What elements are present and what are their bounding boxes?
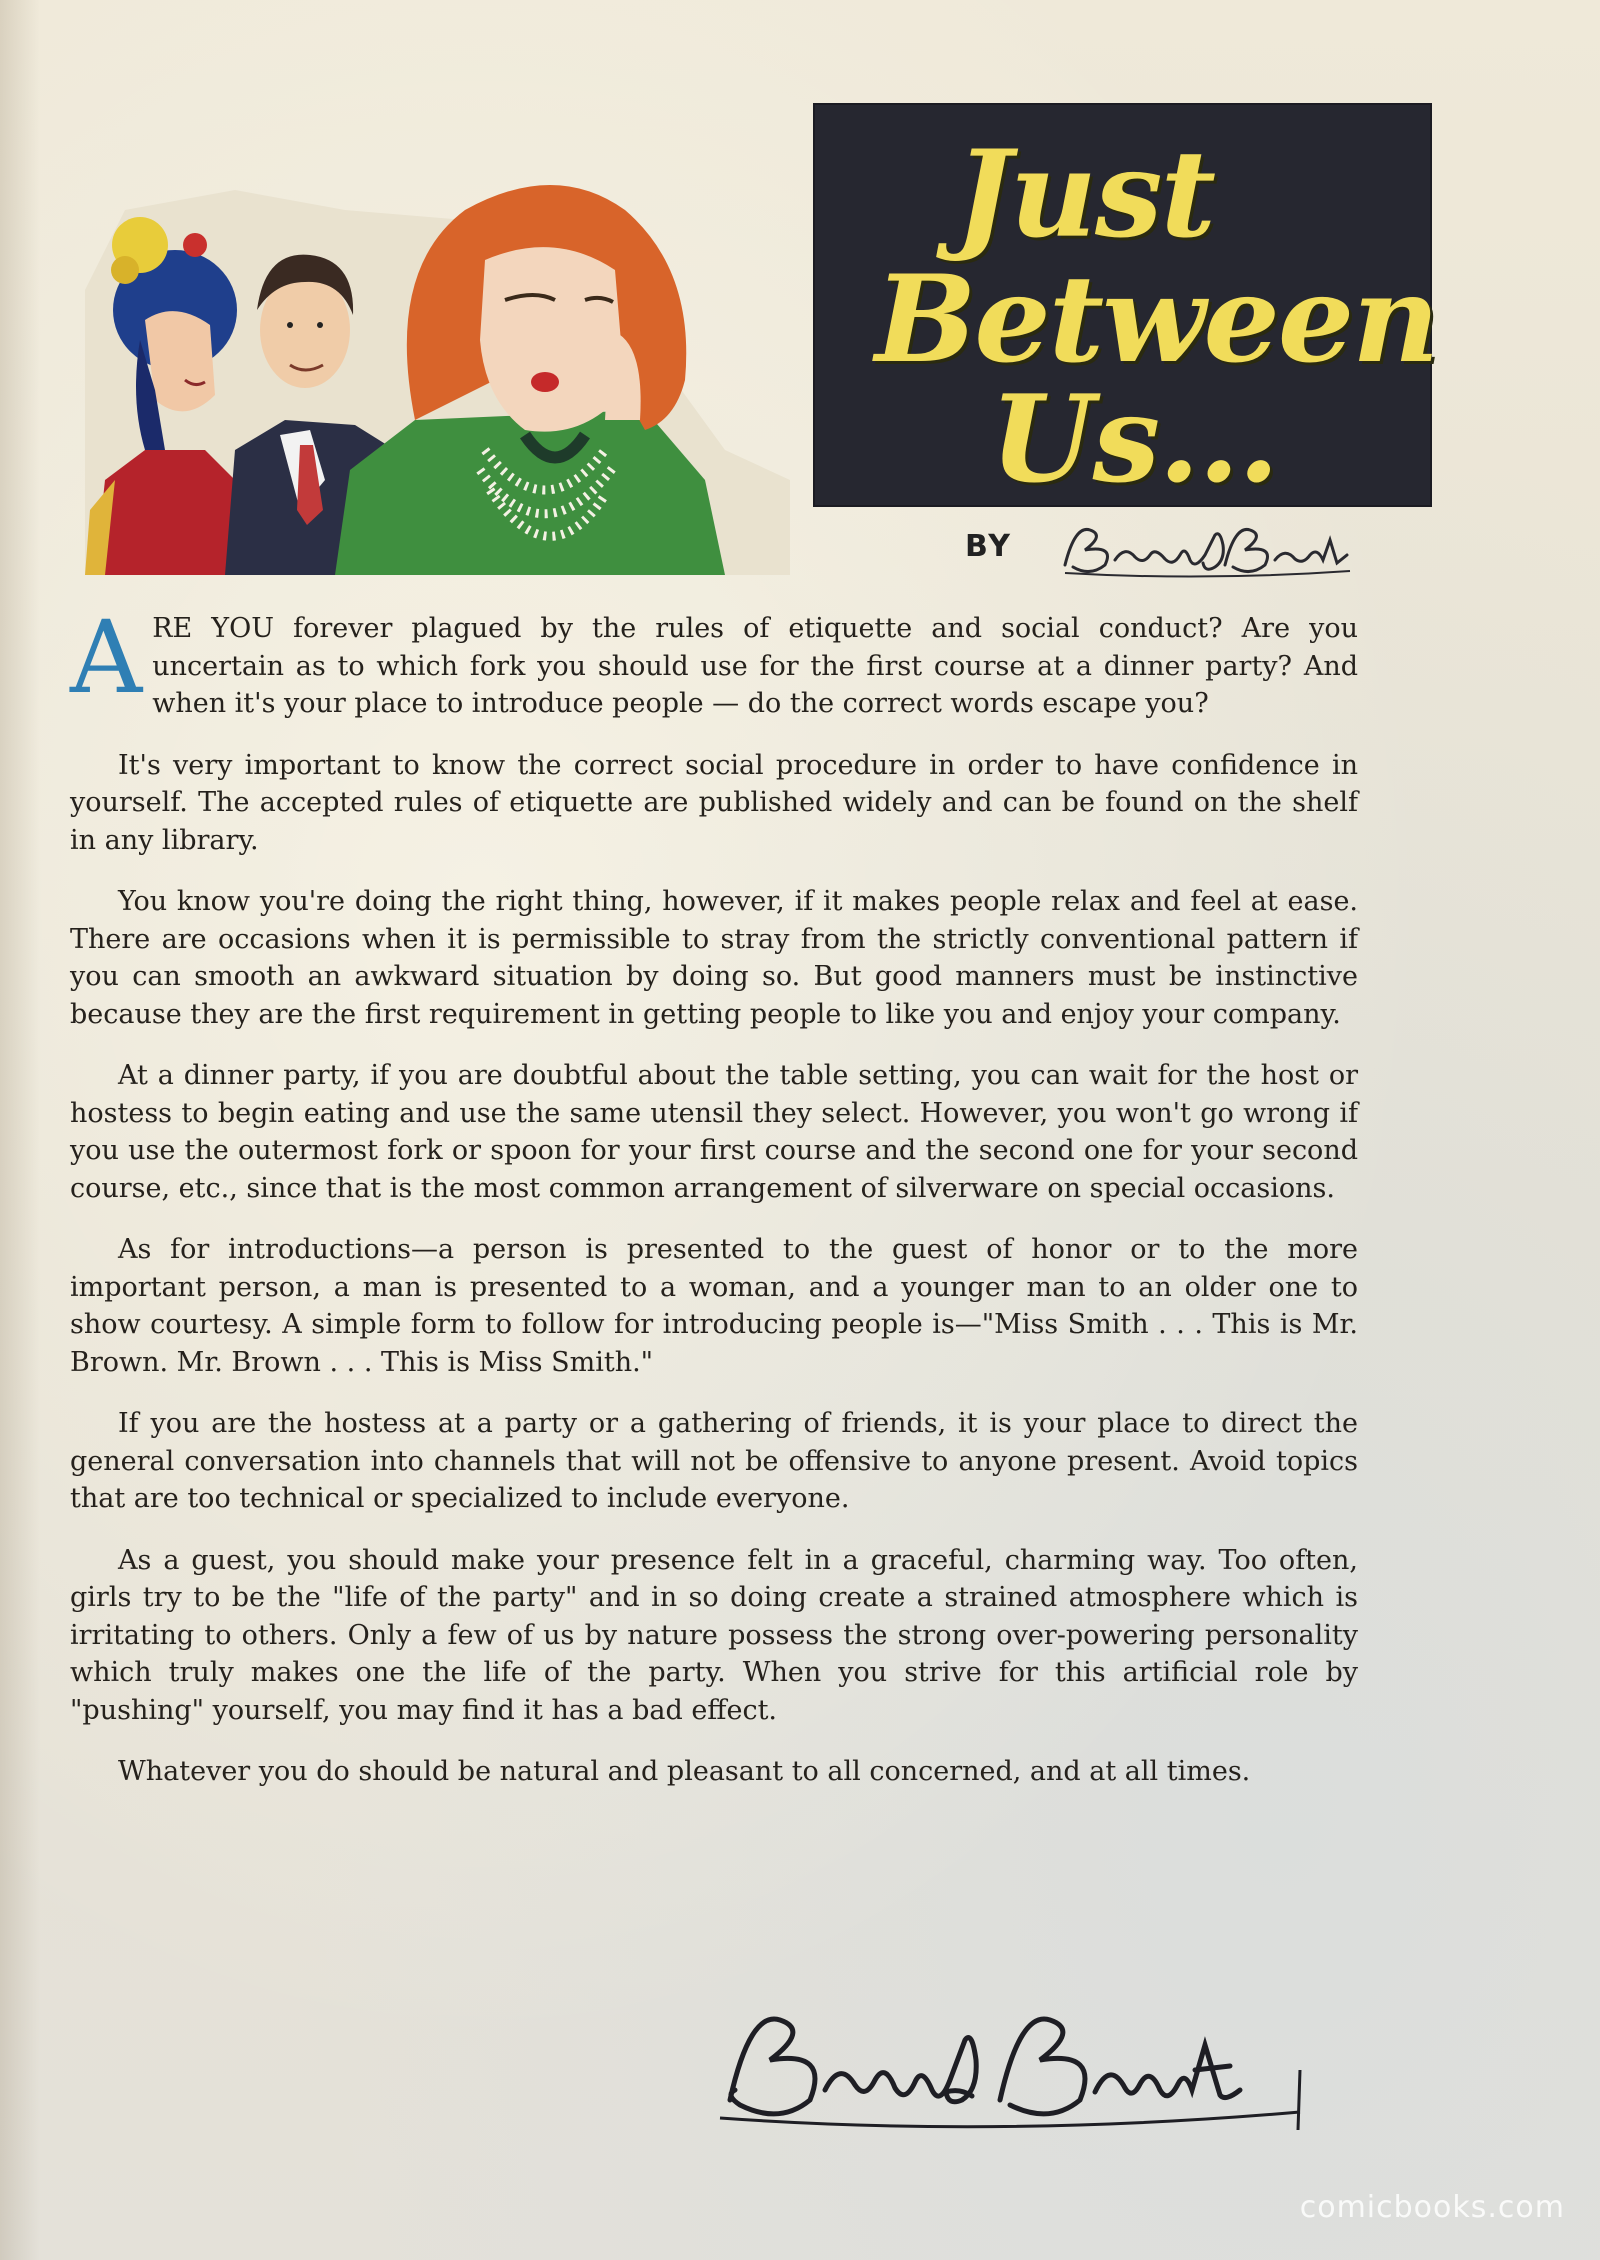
article-paragraph-1: [70, 599, 1358, 723]
article-paragraph-3: You know you're doing the right thing, however, if it makes people relax and feel at ease. There are occasions when it is permissible to stray from the strictly conventional pattern if you can smooth an awkward situation by doing so. But good manners must be instinctive because they are the first requirement in getting people to like you and enjoy your company.: [70, 886, 1358, 1030]
byline-label: BY: [965, 529, 1012, 564]
page-edge-shadow: [0, 0, 40, 2260]
article-paragraph-7: As a guest, you should make your presence felt in a graceful, charming way. Too often, girls try to be the "life of the party" and in so doing create a strained atmosphere which is irritating to others. Only a few of us by nature possess the strong over-powering personality which truly makes one the life of the party. When you strive for this artificial role by "pushing" yourself, you may find it has a bad effect.: [70, 1544, 1358, 1726]
title-line-us: Us...: [990, 369, 1278, 510]
site-watermark: comicbooks.com: [1299, 2190, 1565, 2225]
byline: [965, 515, 1365, 585]
title-line-between: Between: [875, 249, 1438, 390]
article-paragraph-2: It's very important to know the correct social procedure in order to have confidence in yourself. The accepted rules of etiquette are published widely and can be found on the shelf in any library.: [70, 749, 1358, 856]
article-paragraph-6: If you are the hostess at a party or a gathering of friends, it is your place to direct the general conversation into channels that will not be offensive to anyone present. Avoid topics that are too technical or specialized to include everyone.: [70, 1408, 1358, 1514]
paragraph-text: RE YOU forever plagued by the rules of etiquette and social conduct? Are you uncertain as to which fork you should use for the first course at a dinner party? And when it's your place to introduce people — do the correct words escape you?: [152, 613, 1358, 719]
closing-signature-image: [700, 2000, 1320, 2150]
article-paragraph-5: As for introductions—a person is presented to the guest of honor or to the more important person, a man is presented to a woman, and a younger man to an older one to show courtesy. A simple form to follow for introducing people is—"Miss Smith . . . This is Mr. Brown. Mr. Brown . . . This is Miss Smith.": [70, 1234, 1358, 1378]
article-paragraph-8: Whatever you do should be natural and pleasant to all concerned, and at all times.: [118, 1756, 1251, 1787]
drop-cap: A: [70, 599, 143, 716]
article-paragraph-4: At a dinner party, if you are doubtful about the table setting, you can wait for the host or hostess to begin eating and use the same utensil they select. However, you won't go wrong if you use the outermost fork or spoon for your first course and the second one for your second course, etc., since that is the most common arrangement of silverware on special occasions.: [70, 1060, 1358, 1204]
article-body: [70, 599, 1358, 1815]
title-line-just: Just: [955, 124, 1215, 265]
byline-signature-image: [1055, 515, 1355, 585]
header-illustration: [85, 150, 790, 575]
title-box: [815, 105, 1438, 510]
